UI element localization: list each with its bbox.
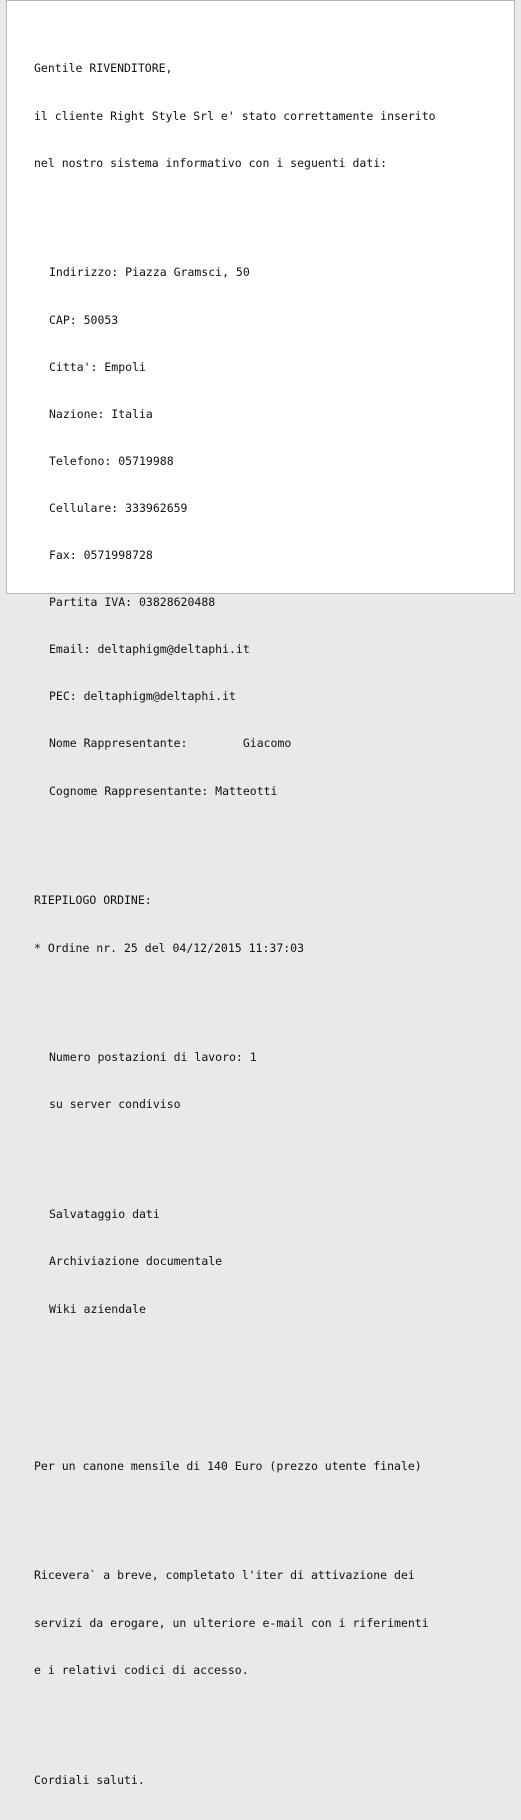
closing: Cordiali saluti. [34, 1772, 145, 1787]
field-country: Nazione: Italia [49, 406, 153, 421]
price-line: Per un canone mensile di 140 Euro (prezzo utente finale) [34, 1458, 422, 1473]
workstations-line: Numero postazioni di lavoro: 1 [49, 1050, 257, 1065]
field-city: Citta': Empoli [49, 359, 146, 374]
field-phone: Telefono: 05719988 [49, 453, 174, 468]
activation-line: e i relativi codici di accesso. [34, 1662, 249, 1677]
field-address: Indirizzo: Piazza Gramsci, 50 [49, 265, 250, 280]
intro-line: il cliente Right Style Srl e' stato correttamente inserito [34, 108, 436, 123]
field-pec: PEC: deltaphigm@deltaphi.it [49, 689, 236, 704]
activation-line: servizi da erogare, un ulteriore e-mail con i riferimenti [34, 1615, 429, 1630]
service-item: Archiviazione documentale [49, 1254, 223, 1269]
email-frame [6, 0, 515, 1787]
field-rep-surname: Cognome Rappresentante: Matteotti [49, 783, 278, 798]
summary-title: RIEPILOGO ORDINE: [34, 893, 152, 908]
order-line: * Ordine nr. 25 del 04/12/2015 11:37:03 [34, 940, 305, 955]
greeting: Gentile RIVENDITORE, [34, 61, 173, 76]
intro-line: nel nostro sistema informativo con i seguenti dati: [34, 155, 388, 170]
field-email: Email: deltaphigm@deltaphi.it [49, 642, 250, 657]
activation-line: Ricevera` a breve, completato l'iter di attivazione dei [34, 1568, 415, 1583]
workstations-line: su server condiviso [49, 1097, 181, 1112]
service-item: Salvataggio dati [49, 1207, 160, 1222]
field-fax: Fax: 0571998728 [49, 548, 153, 563]
field-cap: CAP: 50053 [49, 312, 119, 327]
field-mobile: Cellulare: 333962659 [49, 500, 188, 515]
service-item: Wiki aziendale [49, 1301, 146, 1316]
field-rep-name: Nome Rappresentante: Giacomo [49, 736, 292, 751]
field-vat: Partita IVA: 03828620488 [49, 595, 216, 610]
email-body [34, 30, 504, 1820]
